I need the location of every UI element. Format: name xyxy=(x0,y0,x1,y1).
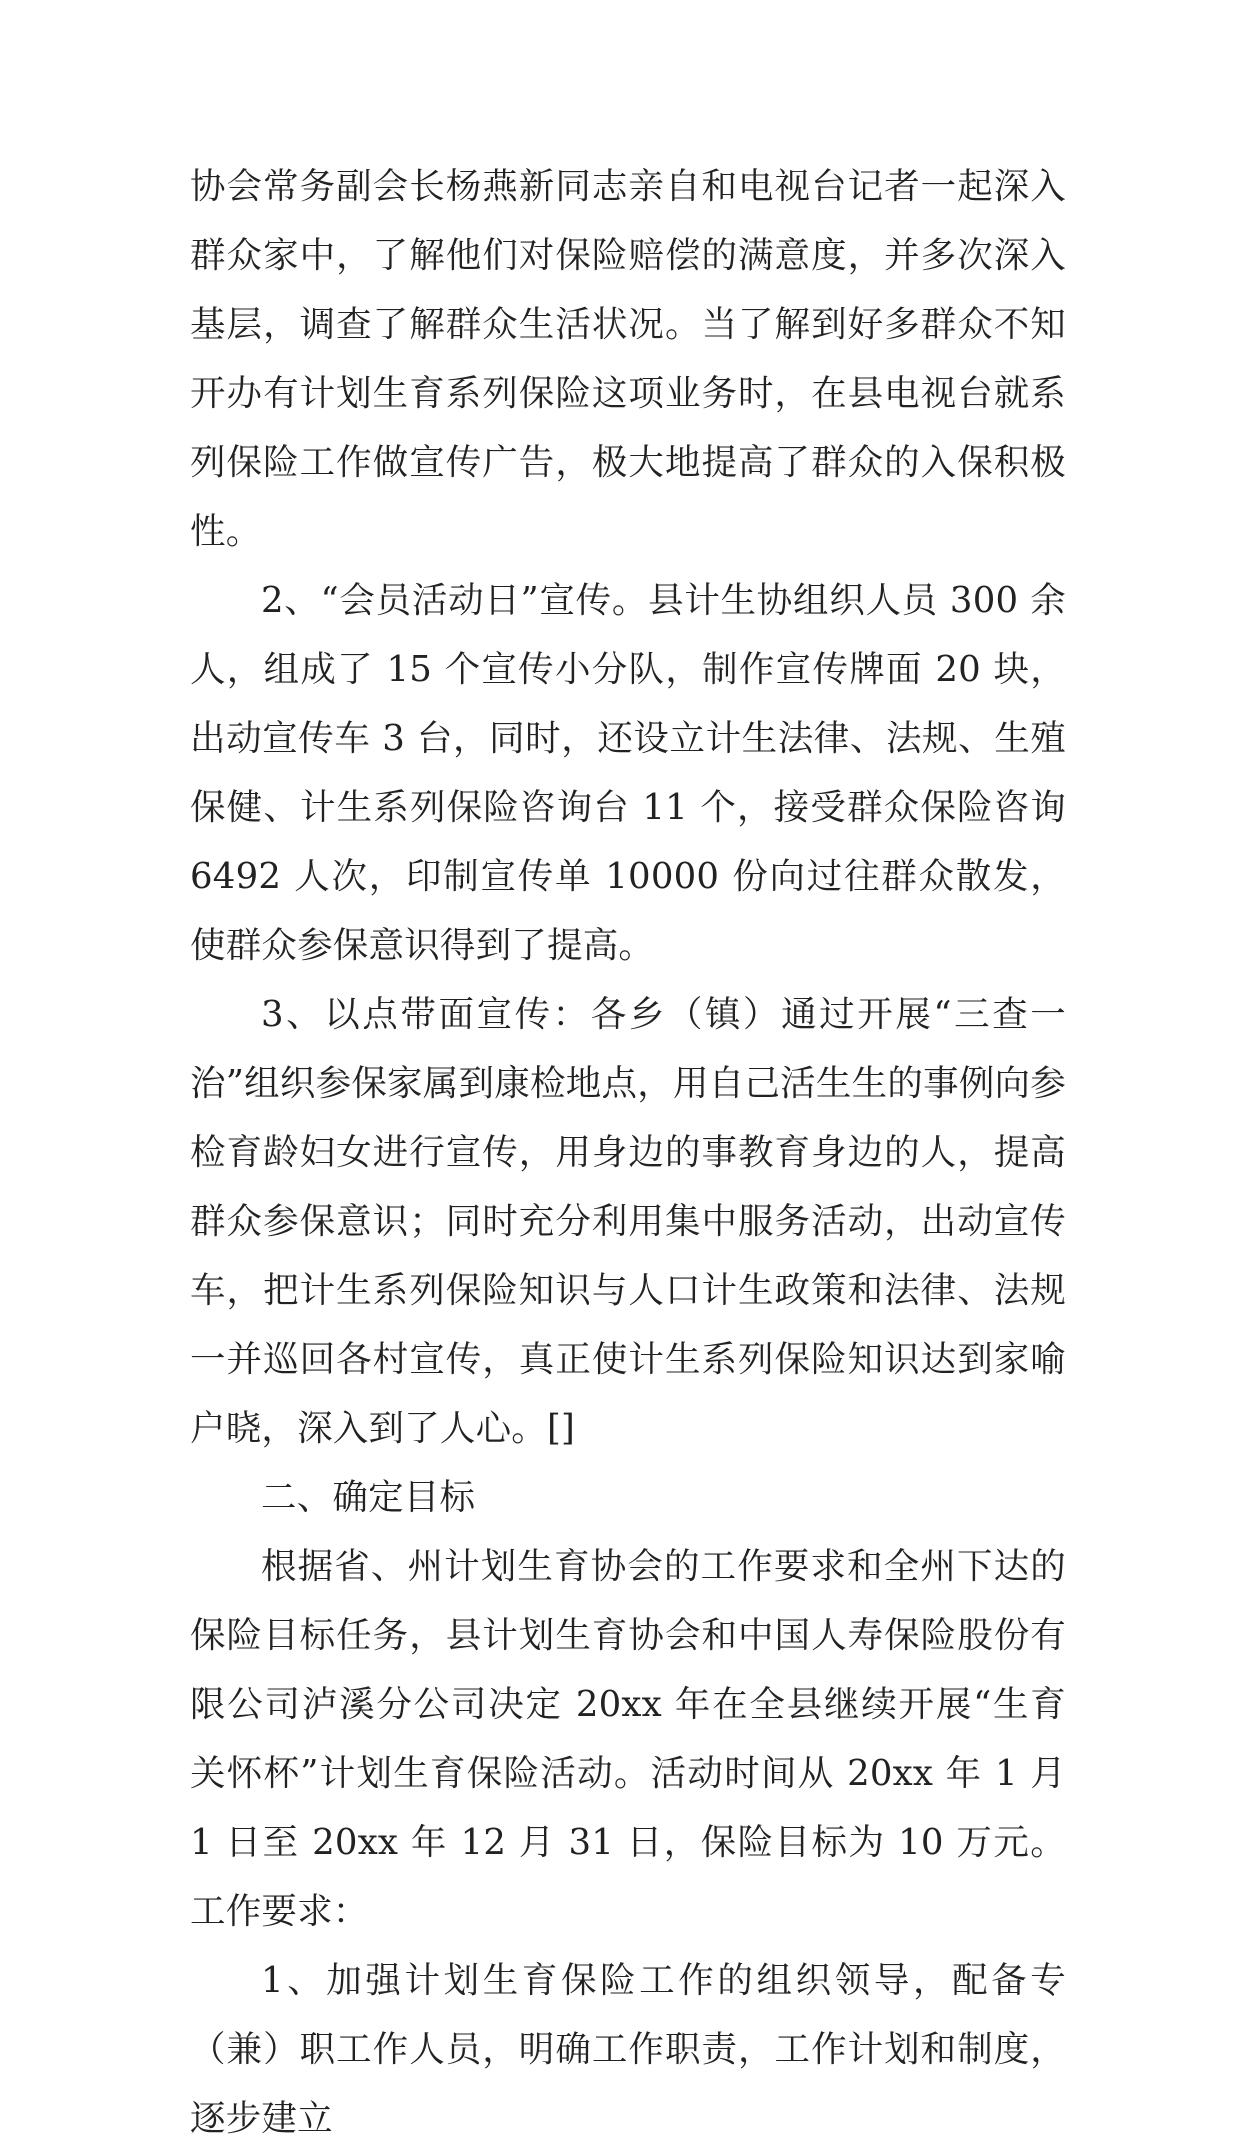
paragraph-targets: 根据省、州计划生育协会的工作要求和全州下达的保险目标任务，县计划生育协会和中国人寿保险股份有限公司泸溪分公司决定 20xx 年在全县继续开展“生育关怀杯”计划生育保险活动。活动时间从 20xx 年 1 月 1 日至 20xx 年 12 月 31 日，保险目标为 10 万元。工作要求： xyxy=(190,1546,1066,1932)
paragraph-requirement-1: 1、加强计划生育保险工作的组织领导，配备专（兼）职工作人员，明确工作职责，工作计划和制度，逐步建立 xyxy=(190,1960,1066,2139)
section-heading-goals: 二、确定目标 xyxy=(261,1477,476,1518)
paragraph-point-to-area: 3、以点带面宣传：各乡（镇）通过开展“三查一治”组织参保家属到康检地点，用自己活生生的事例向参检育龄妇女进行宣传，用身边的事教育身边的人，提高群众参保意识；同时充分利用集中服务活动，出动宣传车，把计生系列保险知识与人口计生政策和法律、法规一并巡回各村宣传，真正使计生系列保险知识达到家喻户晓，深入到了人心。[] xyxy=(190,994,1066,1449)
paragraph-member-activity-day: 2、“会员活动日”宣传。县计生协组织人员 300 余人，组成了 15 个宣传小分队，制作宣传牌面 20 块，出动宣传车 3 台，同时，还设立计生法律、法规、生殖保健、计生系列保险咨询台 11 个，接受群众保险咨询 6492 人次，印制宣传单 10000 份向过往群众散发，使群众参保意识得到了提高。 xyxy=(190,580,1066,966)
paragraph-continuation: 协会常务副会长杨燕新同志亲自和电视台记者一起深入群众家中，了解他们对保险赔偿的满意度，并多次深入基层，调查了解群众生活状况。当了解到好多群众不知开办有计划生育系列保险这项业务时，在县电视台就系列保险工作做宣传广告，极大地提高了群众的入保积极性。 xyxy=(190,166,1066,552)
document-body xyxy=(190,152,1066,2153)
